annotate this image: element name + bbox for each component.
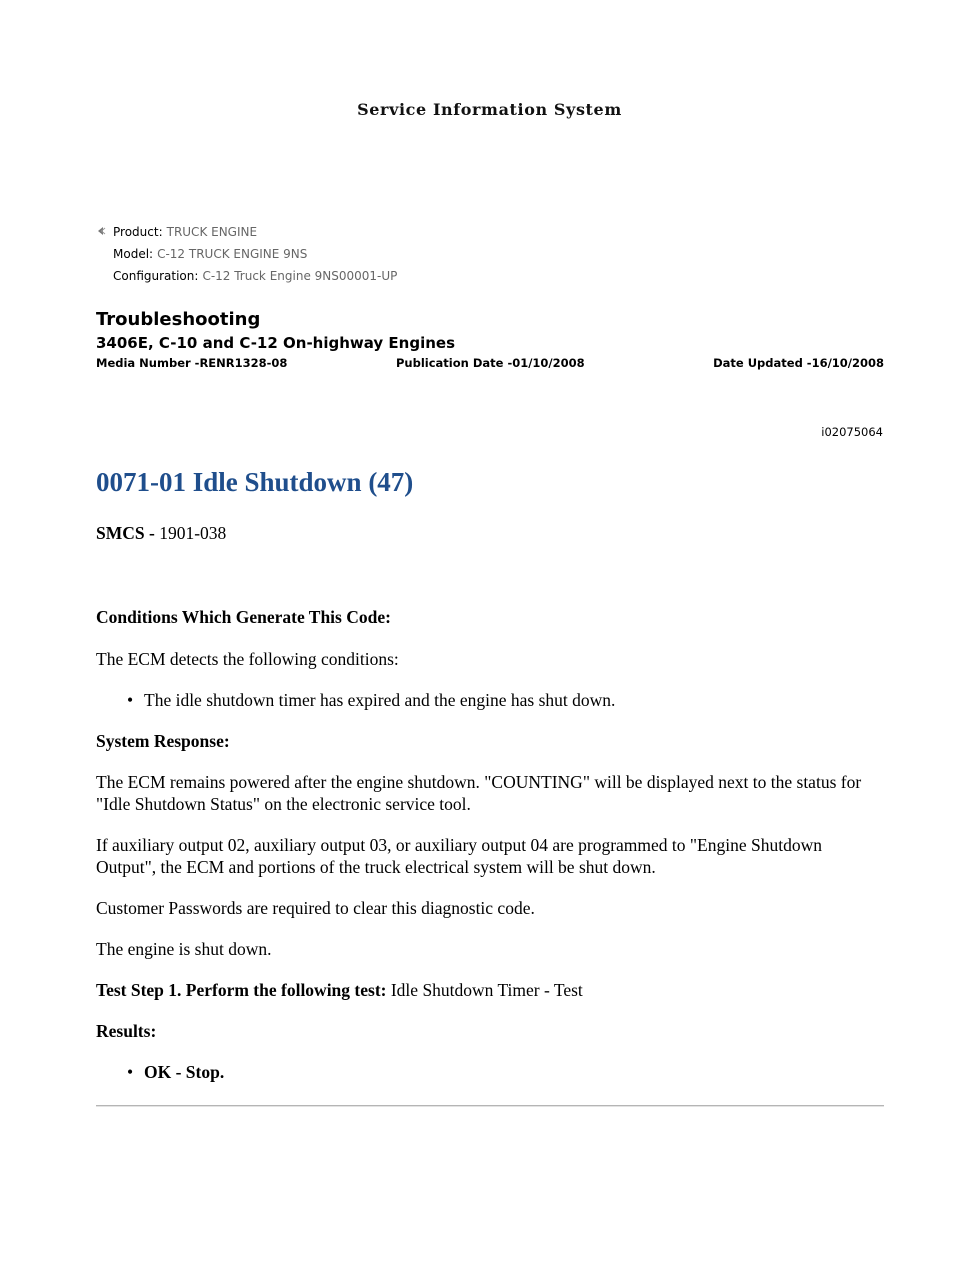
list-item xyxy=(96,1061,884,1083)
document-id: i02075064 xyxy=(821,425,883,439)
test-step xyxy=(96,979,884,1001)
test-step-label: Test Step 1. Perform the following test: xyxy=(96,980,387,1000)
chevron-left-icon[interactable] xyxy=(96,226,106,236)
publication-date: Publication Date -01/10/2008 xyxy=(396,356,585,370)
response-paragraph: If auxiliary output 02, auxiliary output 03, or auxiliary output 04 are programmed to "Engine Shutdown Output", the ECM and portions of the truck electrical system will be shut down. xyxy=(96,835,822,877)
response-paragraph: Customer Passwords are required to clear this diagnostic code. xyxy=(96,898,535,918)
configuration-label: Configuration: xyxy=(113,269,199,283)
configuration-row xyxy=(96,268,397,290)
conditions-intro: The ECM detects the following conditions: xyxy=(96,649,399,669)
date-updated: Date Updated -16/10/2008 xyxy=(713,356,884,370)
list-item xyxy=(96,689,884,711)
system-title: Service Information System xyxy=(357,100,622,119)
model-value: C-12 TRUCK ENGINE 9NS xyxy=(157,247,308,261)
product-row xyxy=(96,224,397,246)
response-paragraph: The ECM remains powered after the engine shutdown. "COUNTING" will be displayed next to the status for "Idle Shutdown Status" on the electronic service tool. xyxy=(96,772,862,814)
publication-row xyxy=(96,356,884,374)
bottom-divider xyxy=(96,1105,884,1107)
page-title: 0071-01 Idle Shutdown (47) xyxy=(96,467,414,497)
test-step-value: Idle Shutdown Timer - Test xyxy=(390,980,583,1000)
document-header xyxy=(96,308,884,374)
document-type: Troubleshooting xyxy=(96,309,261,330)
smcs-line xyxy=(96,522,884,544)
results-heading: Results: xyxy=(96,1021,157,1041)
response-paragraph: The engine is shut down. xyxy=(96,939,272,959)
model-label: Model: xyxy=(113,247,154,261)
document-body xyxy=(96,464,884,1083)
model-row xyxy=(96,246,397,268)
product-value: TRUCK ENGINE xyxy=(166,225,258,239)
product-info xyxy=(96,224,397,290)
smcs-label: SMCS - xyxy=(96,523,155,543)
conditions-heading: Conditions Which Generate This Code: xyxy=(96,607,391,627)
conditions-bullet-text: The idle shutdown timer has expired and the engine has shut down. xyxy=(144,690,616,710)
document-subtitle: 3406E, C-10 and C-12 On-highway Engines xyxy=(96,334,456,352)
smcs-value: 1901-038 xyxy=(159,523,227,543)
system-response-heading: System Response: xyxy=(96,731,230,751)
bullet-icon: • xyxy=(127,1062,134,1082)
configuration-value: C-12 Truck Engine 9NS00001-UP xyxy=(202,269,398,283)
media-number: Media Number -RENR1328-08 xyxy=(96,356,288,370)
bullet-icon: • xyxy=(127,690,134,710)
product-label: Product: xyxy=(113,225,163,239)
result-ok-text: OK - Stop. xyxy=(144,1062,225,1082)
